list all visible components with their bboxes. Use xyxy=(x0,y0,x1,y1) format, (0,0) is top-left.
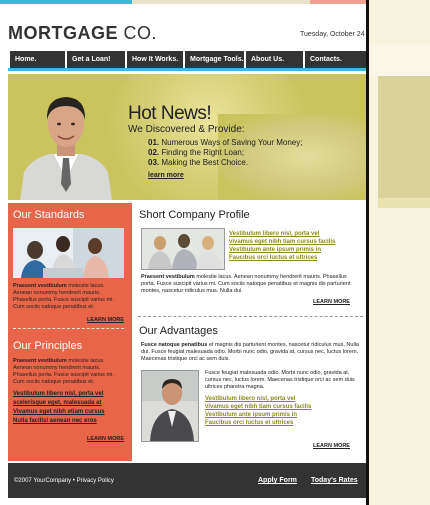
team-photo xyxy=(13,228,124,278)
nav-get-a-loan[interactable]: Get a Loan! xyxy=(65,51,111,68)
profile-link[interactable]: Vestibulum ante ipsum primis in xyxy=(229,247,322,253)
right-decor-panel-bottom xyxy=(378,198,430,208)
right-decor-panel xyxy=(378,76,430,198)
advantages-text-detail: Fusce feugiat malesuada odio. Morbi nunc odio, gravida at, cursus nec, luctus lorem. Maecenas tristique orci ac sem duis ultrices pharetra magna. xyxy=(205,370,355,390)
hero-item-number: 01. xyxy=(148,138,160,147)
profile-text-bold: Praesent vestibulum xyxy=(141,274,195,280)
principles-learn-more[interactable]: LEARN MORE xyxy=(87,436,124,442)
advantages-learn-more[interactable]: LEARN MORE xyxy=(313,443,350,449)
principles-link[interactable]: Vestibulum libero nisl, porta vel xyxy=(13,391,104,397)
advantages-title: Our Advantages xyxy=(139,325,218,337)
current-date: Tuesday, October 24 xyxy=(300,31,365,38)
top-accent-cyan xyxy=(0,0,132,4)
hero-learn-more-link[interactable]: learn more xyxy=(148,172,184,179)
hero-item-number: 02. xyxy=(148,148,160,157)
principles-link[interactable]: Vivamus eget nibh etiam cursus xyxy=(13,409,105,415)
nav-contacts[interactable]: Contacts. xyxy=(303,51,342,68)
standards-text xyxy=(13,283,124,311)
standards-text-body: molestie lacus. Aenean nonummy hendrerit mauris. Phasellus porta. Fusce suscipit varius mi. Cum sociis natoque penatibus et. xyxy=(13,283,114,310)
standards-text-bold: Praesent vestibulum xyxy=(13,283,67,289)
logo-bold: MORTGAGE xyxy=(8,23,118,43)
principles-title: Our Principles xyxy=(13,340,83,352)
consultant-photo xyxy=(142,371,198,441)
principles-text-bold: Praesent vestibulum xyxy=(13,358,67,364)
hero-subtitle: We Discovered & Provide: xyxy=(128,124,245,135)
vertical-divider xyxy=(366,0,369,505)
logo-light: CO. xyxy=(118,23,158,43)
main-divider xyxy=(138,316,363,317)
advantages-photo-frame xyxy=(141,370,199,442)
standards-learn-more[interactable]: LEARN MORE xyxy=(87,317,124,323)
principles-links xyxy=(13,390,124,426)
profile-text xyxy=(141,274,361,295)
hero-title: Hot News! xyxy=(128,103,212,124)
left-sidebar xyxy=(8,203,132,461)
footer-copyright: ©2007 YourCompany • Privacy Policy xyxy=(14,478,114,484)
advantages-text-intro xyxy=(141,342,363,363)
advantages-link[interactable]: Vestibulum ante ipsum primis in xyxy=(205,412,298,418)
advantages-links xyxy=(205,395,363,427)
left-divider xyxy=(13,328,124,329)
hero-item-number: 03. xyxy=(148,158,160,167)
advantages-text-bold: Fusce natoque penatibus xyxy=(141,342,208,348)
standards-title: Our Standards xyxy=(13,209,85,221)
hero-item-text: Numerous Ways of Saving Your Money; xyxy=(161,138,303,147)
hero-banner xyxy=(8,74,366,200)
hero-item xyxy=(148,148,244,157)
profile-photo-frame xyxy=(141,228,225,270)
nav-about-us[interactable]: About Us. xyxy=(244,51,284,68)
profile-title: Short Company Profile xyxy=(139,209,250,221)
profile-link[interactable]: Vestibulum libero nisl, porta vel xyxy=(229,231,320,237)
principles-text xyxy=(13,358,124,386)
hero-item-text: Finding the Right Loan; xyxy=(161,148,245,157)
principles-link[interactable]: scelerisque eget, malesuada at xyxy=(13,400,102,406)
principles-link[interactable]: Nulla facilisi aenean nec eros xyxy=(13,418,97,424)
profile-links xyxy=(229,230,364,262)
hero-item xyxy=(148,158,248,167)
principles-text-body: molestie lacus. Aenean nonummy hendrerit mauris. Phasellus porta. Fusce suscipit varius mi. Cum sociis natoque penatibus et. xyxy=(13,358,114,385)
todays-rates-link[interactable]: Today's Rates xyxy=(311,477,358,484)
profile-link[interactable]: vivamus eget nibh tiam cursus facilis xyxy=(229,239,336,245)
advantages-link[interactable]: Faucibus orci luctus et ultrices xyxy=(205,420,294,426)
right-decor-stripe xyxy=(369,44,430,76)
profile-link[interactable]: Faucibus orci luctus et ultrices xyxy=(229,255,318,261)
advantages-text-body: et magnis dis parturient montes, nascetur ridiculus mus. Nulla dui. Fusce feugiat malesuada odio. Morbi nunc odio, gravida at, cursus nec, luctus lorem. Maecenas tristique orci ac sem duis. xyxy=(141,342,359,362)
site-logo[interactable] xyxy=(8,23,157,44)
standards-image-frame xyxy=(13,228,124,278)
nav-how-it-works[interactable]: How It Works. xyxy=(125,51,178,68)
hero-item xyxy=(148,138,302,147)
apply-form-link[interactable]: Apply Form xyxy=(258,477,297,484)
nav-underline xyxy=(8,68,366,71)
advantages-link[interactable]: vivamus eget nibh tiam cursus facilis xyxy=(205,404,312,410)
nav-home[interactable]: Home. xyxy=(8,51,36,68)
advantages-link[interactable]: Vestibulum libero nisl, porta vel xyxy=(205,396,296,402)
hero-item-text: Making the Best Choice. xyxy=(161,158,249,167)
meeting-photo xyxy=(142,229,224,269)
profile-learn-more[interactable]: LEARN MORE xyxy=(313,299,350,305)
nav-mortgage-tools[interactable]: Mortgage Tools. xyxy=(183,51,244,68)
profile-text-body: molestie lacus. Aenean nonummy hendrerit mauris. Phasellus porta. Fusce suscipit varius mi. Cum sociis natoque penatibus et magnis dis parturient montes, nascetur ridiculus mus. Nulla dui. xyxy=(141,274,351,294)
main-navigation xyxy=(8,51,366,68)
businessman-image xyxy=(18,84,114,200)
